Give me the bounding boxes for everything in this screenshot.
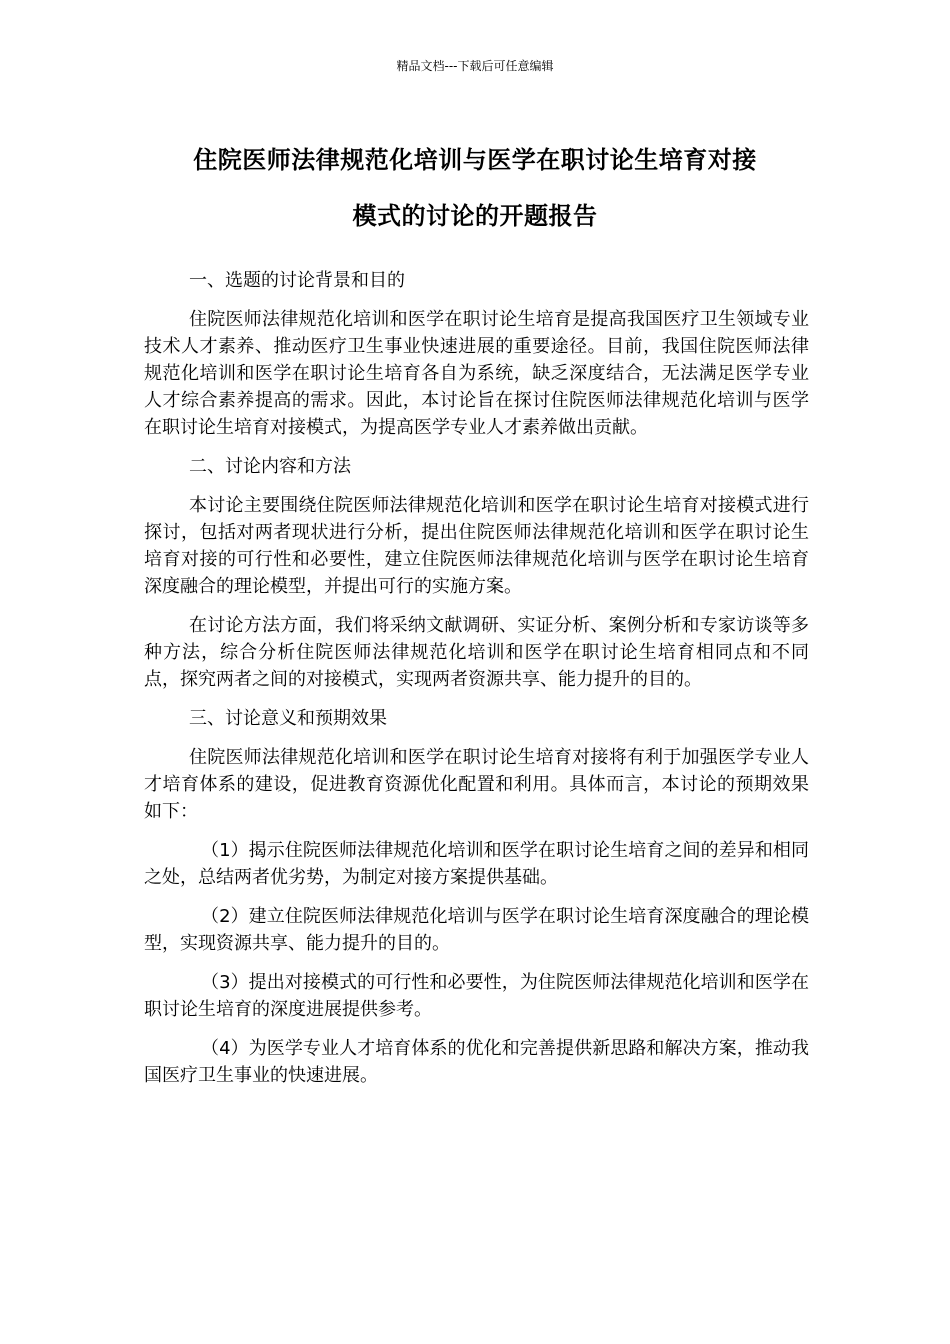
document-body: [144, 267, 809, 1101]
title-line-2: 模式的讨论的开题报告: [352, 202, 598, 230]
paragraph-3: 在讨论方法方面，我们将采纳文献调研、实证分析、案例分析和专家访谈等多种方法，综合分析住院医师法律规范化培训和医学在职讨论生培育相同点和不同点，探究两者之间的对接模式，实现两者资源共享、能力提升的目的。: [144, 615, 809, 690]
list-item-3: （3）提出对接模式的可行性和必要性，为住院医师法律规范化培训和医学在职讨论生培育的深度进展提供参考。: [144, 972, 809, 1020]
list-item-4: （4）为医学专业人才培育体系的优化和完善提供新思路和解决方案，推动我国医疗卫生事业的快速进展。: [144, 1038, 809, 1086]
section-heading-3: 三、讨论意义和预期效果: [189, 708, 387, 729]
title-line-1: 住院医师法律规范化培训与医学在职讨论生培育对接: [193, 146, 757, 174]
paragraph-4: 住院医师法律规范化培训和医学在职讨论生培育对接将有利于加强医学专业人才培育体系的建设，促进教育资源优化配置和利用。具体而言，本讨论的预期效果如下：: [144, 747, 809, 822]
document-title: [120, 132, 830, 244]
section-heading-1: 一、选题的讨论背景和目的: [189, 270, 405, 291]
page-header: 精品文档---下载后可任意编辑: [396, 59, 554, 73]
paragraph-1: 住院医师法律规范化培训和医学在职讨论生培育是提高我国医疗卫生领域专业技术人才素养、推动医疗卫生事业快速进展的重要途径。目前，我国住院医师法律规范化培训和医学在职讨论生培育各自为系统，缺乏深度结合，无法满足医学专业人才综合素养提高的需求。因此，本讨论旨在探讨住院医师法律规范化培训与医学在职讨论生培育对接模式，为提高医学专业人才素养做出贡献。: [144, 309, 809, 438]
list-item-1: （1）揭示住院医师法律规范化培训和医学在职讨论生培育之间的差异和相同之处，总结两者优劣势，为制定对接方案提供基础。: [144, 840, 809, 888]
section-heading-2: 二、讨论内容和方法: [189, 456, 351, 477]
list-item-2: （2）建立住院医师法律规范化培训与医学在职讨论生培育深度融合的理论模型，实现资源共享、能力提升的目的。: [144, 906, 809, 954]
paragraph-2: 本讨论主要围绕住院医师法律规范化培训和医学在职讨论生培育对接模式进行探讨，包括对两者现状进行分析，提出住院医师法律规范化培训和医学在职讨论生培育对接的可行性和必要性，建立住院医师法律规范化培训与医学在职讨论生培育深度融合的理论模型，并提出可行的实施方案。: [144, 495, 809, 597]
